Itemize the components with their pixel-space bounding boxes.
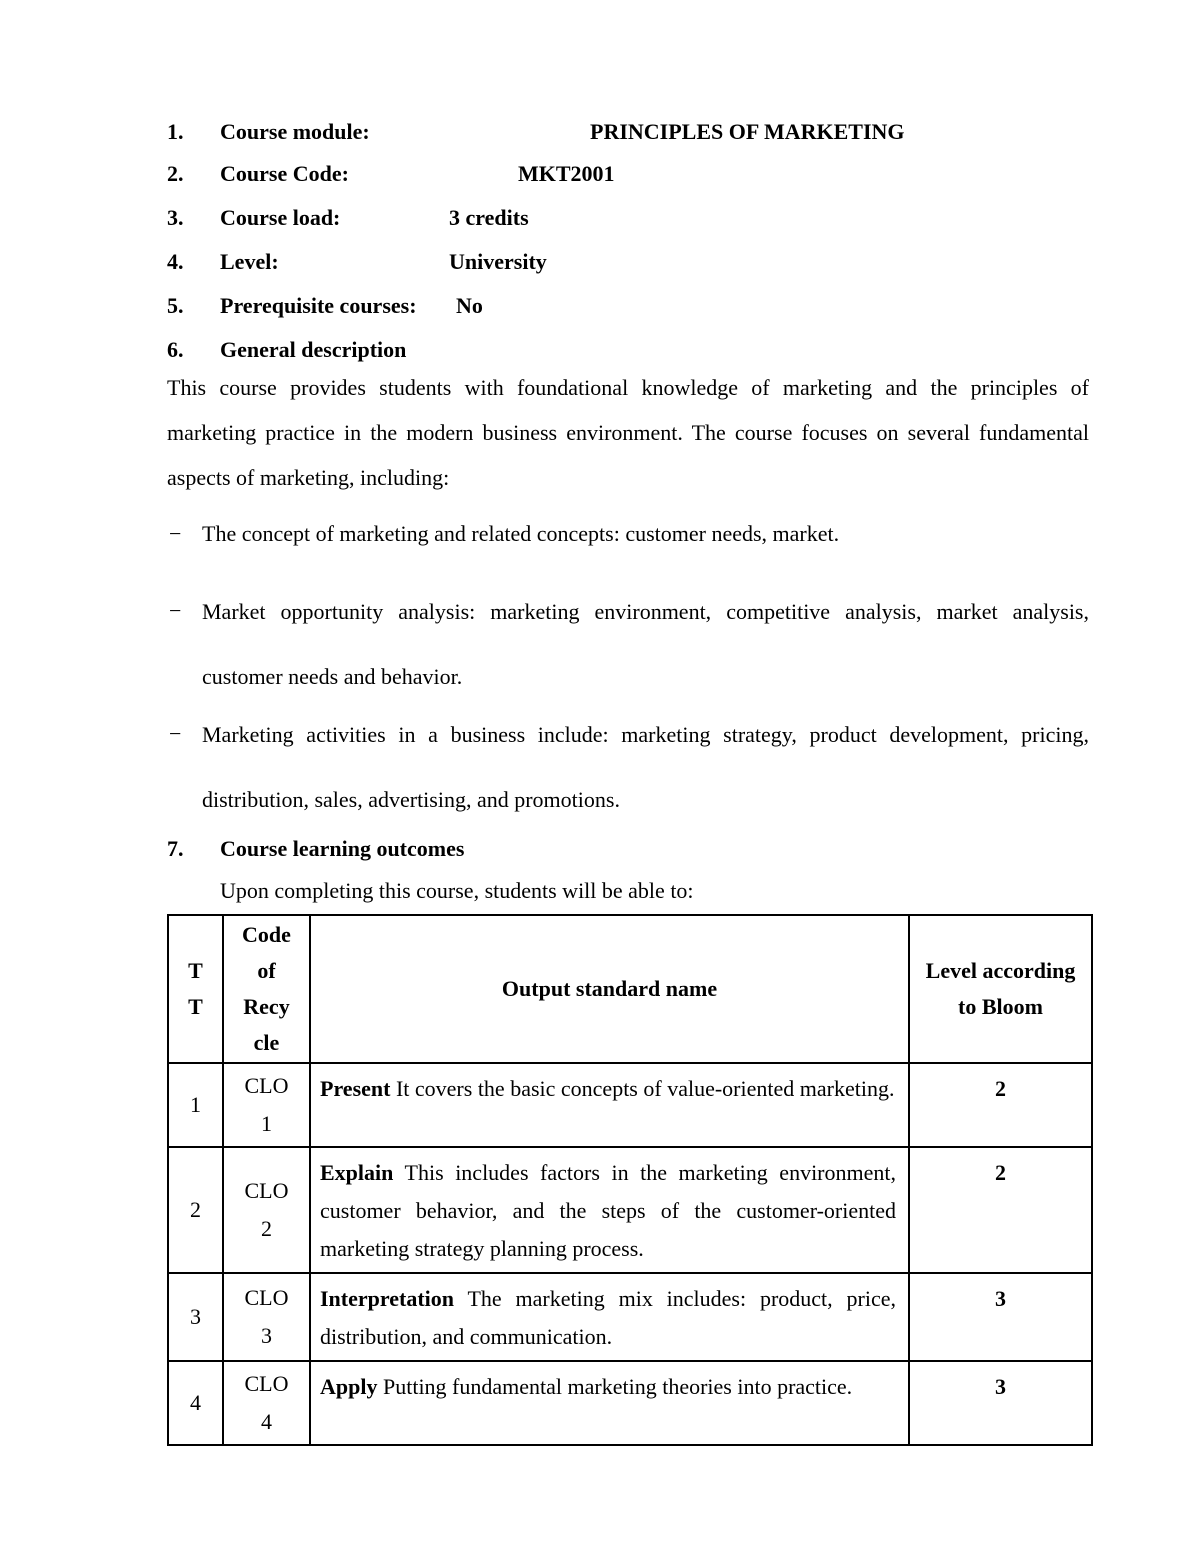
table-row <box>168 1063 1092 1147</box>
bullet-text: The concept of marketing and related concepts: customer needs, market. <box>202 521 840 546</box>
row-text: It covers the basic concepts of value-oriented marketing. <box>390 1076 895 1101</box>
item-number: 1. <box>167 119 184 144</box>
course-code-value: MKT2001 <box>518 161 615 186</box>
course-code-label: Course Code: <box>220 161 349 186</box>
row-verb: Apply <box>320 1374 378 1399</box>
row-output-standard <box>310 1147 909 1273</box>
item-number: 3. <box>167 205 184 230</box>
row-tt: 1 <box>168 1063 223 1147</box>
row-verb: Explain <box>320 1160 394 1185</box>
item-number: 2. <box>167 161 184 186</box>
table-header-row <box>168 915 1092 1063</box>
row-tt: 3 <box>168 1273 223 1361</box>
course-module-value: PRINCIPLES OF MARKETING <box>590 119 905 144</box>
row-level: 3 <box>909 1361 1092 1445</box>
course-module-label: Course module: <box>220 119 370 144</box>
row-verb: Present <box>320 1076 391 1101</box>
general-description-heading: General description <box>220 337 407 362</box>
prerequisite-label: Prerequisite courses: <box>220 293 417 318</box>
level-label: Level: <box>220 249 279 274</box>
row-level: 2 <box>909 1063 1092 1147</box>
bullet-dash: − <box>169 721 182 746</box>
row-code: CLO 2 <box>223 1147 310 1273</box>
row-code: CLO 4 <box>223 1361 310 1445</box>
row-output-standard <box>310 1063 909 1147</box>
description-paragraph: This course provides students with foundational knowledge of marketing and the principles of marketing practice in the modern business environment. The course focuses on several fundamental aspects of marketing, including: <box>167 375 1089 490</box>
header-bloom-level: Level according to Bloom <box>909 915 1092 1063</box>
row-output-standard <box>310 1361 909 1445</box>
item-number: 5. <box>167 293 184 318</box>
bullet-dash: − <box>169 598 182 623</box>
table-row <box>168 1147 1092 1273</box>
row-level: 2 <box>909 1147 1092 1273</box>
row-level: 3 <box>909 1273 1092 1361</box>
row-tt: 4 <box>168 1361 223 1445</box>
row-code: CLO 3 <box>223 1273 310 1361</box>
row-text: Putting fundamental marketing theories into practice. <box>377 1374 853 1399</box>
learning-outcomes-intro: Upon completing this course, students will be able to: <box>220 878 694 903</box>
row-tt: 2 <box>168 1147 223 1273</box>
bullet-text: Market opportunity analysis: marketing environment, competitive analysis, market analysis, customer needs and behavior. <box>202 599 1089 689</box>
item-number: 6. <box>167 337 184 362</box>
item-number: 4. <box>167 249 184 274</box>
header-code: Code of Recy cle <box>223 915 310 1063</box>
bullet-dash: − <box>169 521 182 546</box>
header-tt: T T <box>168 915 223 1063</box>
item-number: 7. <box>167 836 184 861</box>
level-value: University <box>449 249 547 274</box>
learning-outcomes-heading: Course learning outcomes <box>220 836 465 861</box>
course-load-value: 3 credits <box>449 205 529 230</box>
course-load-label: Course load: <box>220 205 341 230</box>
header-output-standard: Output standard name <box>310 915 909 1063</box>
prerequisite-value: No <box>456 293 483 318</box>
row-text: This includes factors in the marketing environment, customer behavior, and the steps of the customer-oriented marketing strategy planning process. <box>320 1160 896 1261</box>
table-row <box>168 1361 1092 1445</box>
bullet-text: Marketing activities in a business include: marketing strategy, product development, pricing, distribution, sales, advertising, and promotions. <box>202 722 1089 812</box>
learning-outcomes-table <box>167 914 1093 1446</box>
table-row <box>168 1273 1092 1361</box>
row-output-standard <box>310 1273 909 1361</box>
row-text: The marketing mix includes: product, price, distribution, and communication. <box>320 1286 896 1349</box>
row-code: CLO 1 <box>223 1063 310 1147</box>
row-verb: Interpretation <box>320 1286 455 1311</box>
